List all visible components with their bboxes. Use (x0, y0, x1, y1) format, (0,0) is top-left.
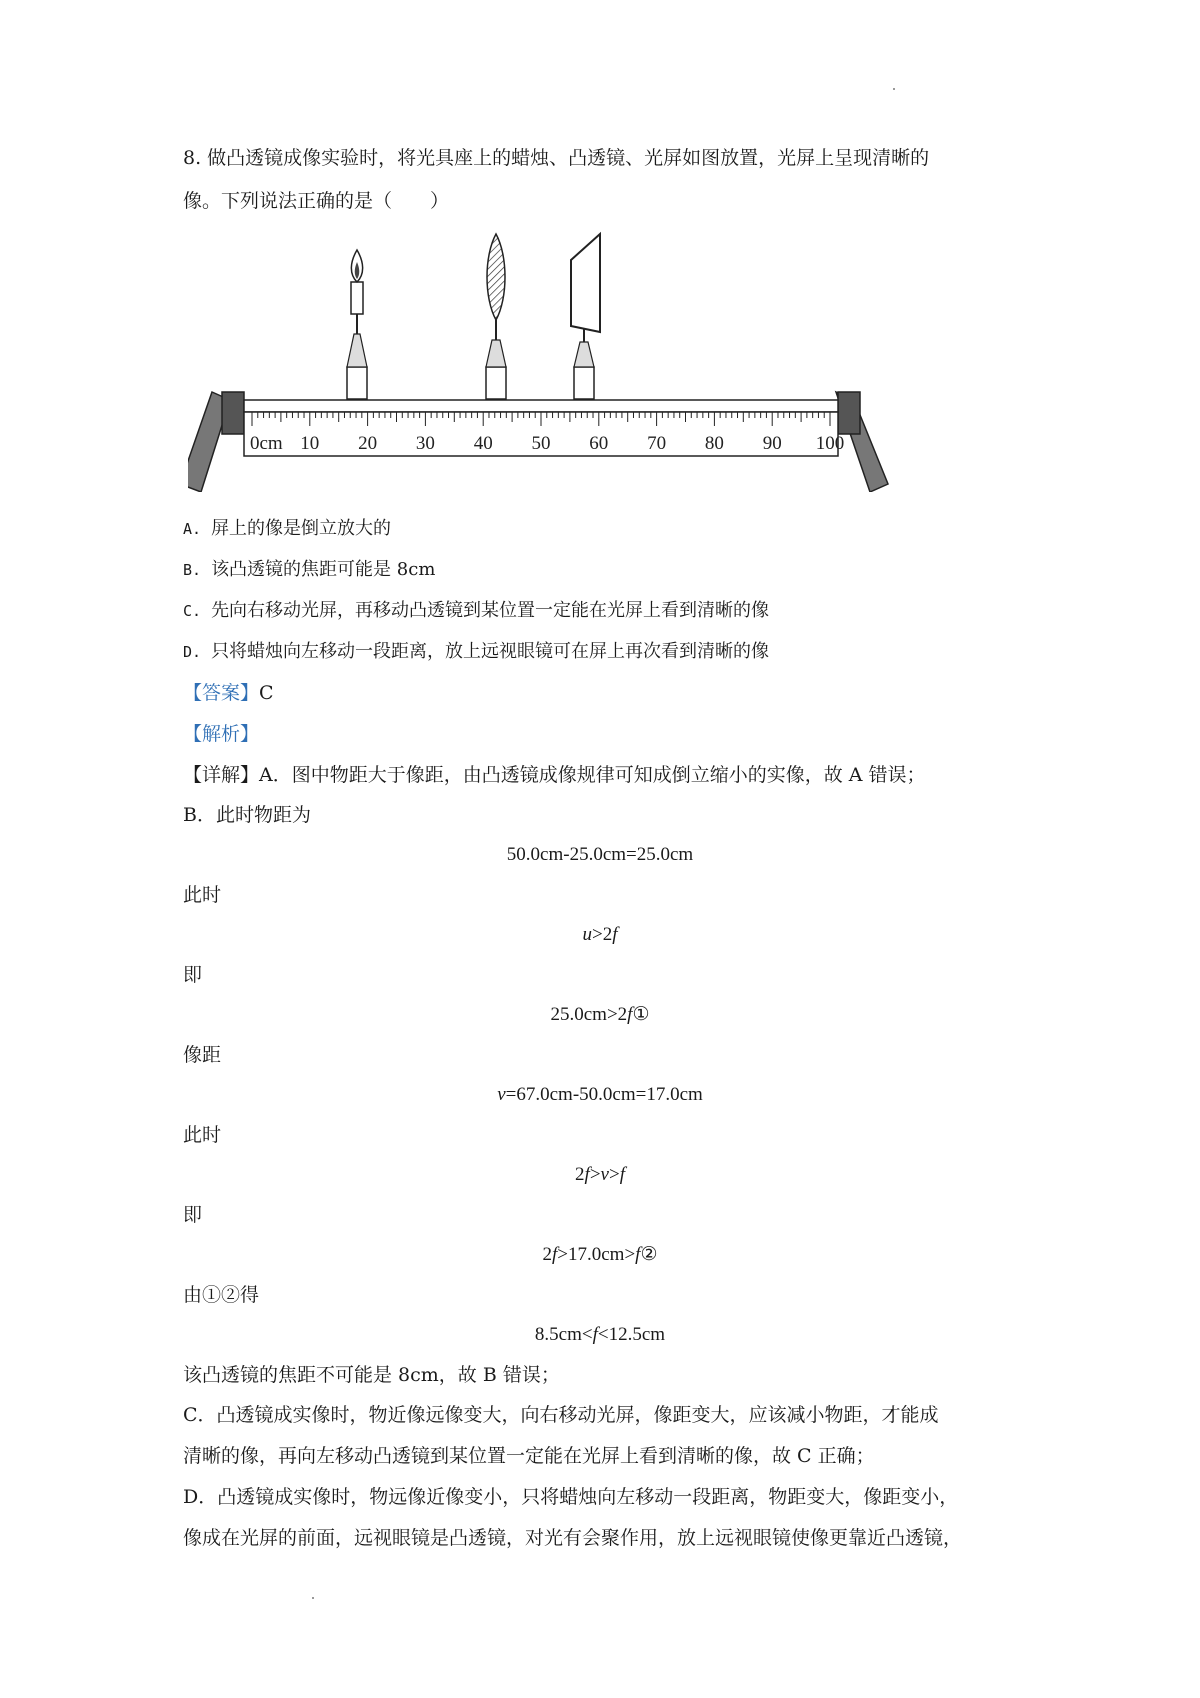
scale-label: 0cm (250, 433, 283, 454)
scale-label: 60 (589, 433, 609, 454)
c-line-2: 清晰的像，再向左移动凸透镜到某位置一定能在光屏上看到清晰的像，故 C 正确； (183, 1445, 875, 1467)
detail-prefix: 【详解】 (183, 764, 260, 786)
d-line-2: 像成在光屏的前面，远视眼镜是凸透镜，对光有会聚作用，放上远视眼镜使像更靠近凸透镜， (183, 1527, 963, 1549)
optical-bench-figure (188, 222, 908, 492)
answer-label: 【答案】 (183, 682, 260, 704)
scale-label: 50 (531, 433, 551, 454)
question-line-1: 8. 做凸透镜成像实验时，将光具座上的蜡烛、凸透镜、光屏如图放置，光屏上呈现清晰的 (183, 147, 930, 169)
option-b (183, 557, 435, 583)
option-a-letter: A. (183, 520, 202, 538)
lens-holder (486, 234, 506, 399)
b-conclusion: 该凸透镜的焦距不可能是 8cm，故 B 错误； (183, 1364, 560, 1386)
option-d-text: 只将蜡烛向左移动一段距离，放上远视眼镜可在屏上再次看到清晰的像 (211, 641, 770, 662)
corner-dot-top (893, 88, 895, 90)
answer-line (183, 680, 274, 706)
equation-7: 8.5cm<f<12.5cm (534, 1324, 666, 1345)
scale-label: 20 (358, 433, 378, 454)
scale-label: 90 (762, 433, 782, 454)
scale-label: 10 (300, 433, 320, 454)
equation-6: 2f>17.0cm>f② (542, 1244, 658, 1265)
equation-1: 50.0cm-25.0cm=25.0cm (506, 844, 694, 865)
option-c-text: 先向右移动光屏，再移动凸透镜到某位置一定能在光屏上看到清晰的像 (211, 600, 770, 621)
scale-label: 30 (415, 433, 435, 454)
equation-5: 2f>v>f (575, 1164, 625, 1185)
d-line-1: D．凸透镜成实像时，物远像近像变小，只将蜡烛向左移动一段距离，物距变大，像距变小， (183, 1486, 959, 1508)
at-this-time-2: 此时 (183, 1124, 222, 1146)
option-c-letter: C. (183, 602, 202, 620)
ie-1: 即 (183, 964, 203, 986)
option-b-letter: B. (183, 561, 202, 579)
ie-2: 即 (183, 1204, 203, 1226)
left-end-block (222, 392, 244, 434)
scale-label: 100 (815, 433, 845, 454)
detail-a (183, 762, 926, 788)
question-line-2: 像。下列说法正确的是（ ） (183, 190, 450, 212)
answer-value: C (259, 682, 274, 704)
corner-dot-bottom (312, 1597, 314, 1599)
equation-4: v=67.0cm-50.0cm=17.0cm (497, 1084, 703, 1105)
right-end-block (838, 392, 860, 434)
equation-2: u>2f (582, 924, 618, 945)
detail-b-intro: B．此时物距为 (183, 804, 311, 826)
option-a (183, 516, 391, 542)
detail-a-text: A．图中物距大于像距，由凸透镜成像规律可知成倒立缩小的实像，故 A 错误； (259, 764, 926, 786)
screen-holder (571, 234, 600, 399)
analysis-label: 【解析】 (183, 723, 260, 745)
option-c (183, 598, 769, 624)
candle-holder (347, 250, 367, 399)
scale-label: 80 (704, 433, 724, 454)
scale-label: 70 (647, 433, 667, 454)
image-distance-label: 像距 (183, 1044, 222, 1066)
scale-label: 40 (473, 433, 493, 454)
c-line-1: C．凸透镜成实像时，物近像远像变大，向右移动光屏，像距变大，应该减小物距，才能成 (183, 1404, 939, 1426)
at-this-time-1: 此时 (183, 884, 222, 906)
equation-3: 25.0cm>2f① (550, 1004, 650, 1025)
option-d (183, 639, 769, 665)
option-b-text: 该凸透镜的焦距可能是 8cm (211, 559, 436, 580)
rail-top (244, 400, 838, 412)
from-marks: 由①②得 (183, 1284, 260, 1306)
option-d-letter: D. (183, 643, 202, 661)
option-a-text: 屏上的像是倒立放大的 (211, 518, 392, 539)
